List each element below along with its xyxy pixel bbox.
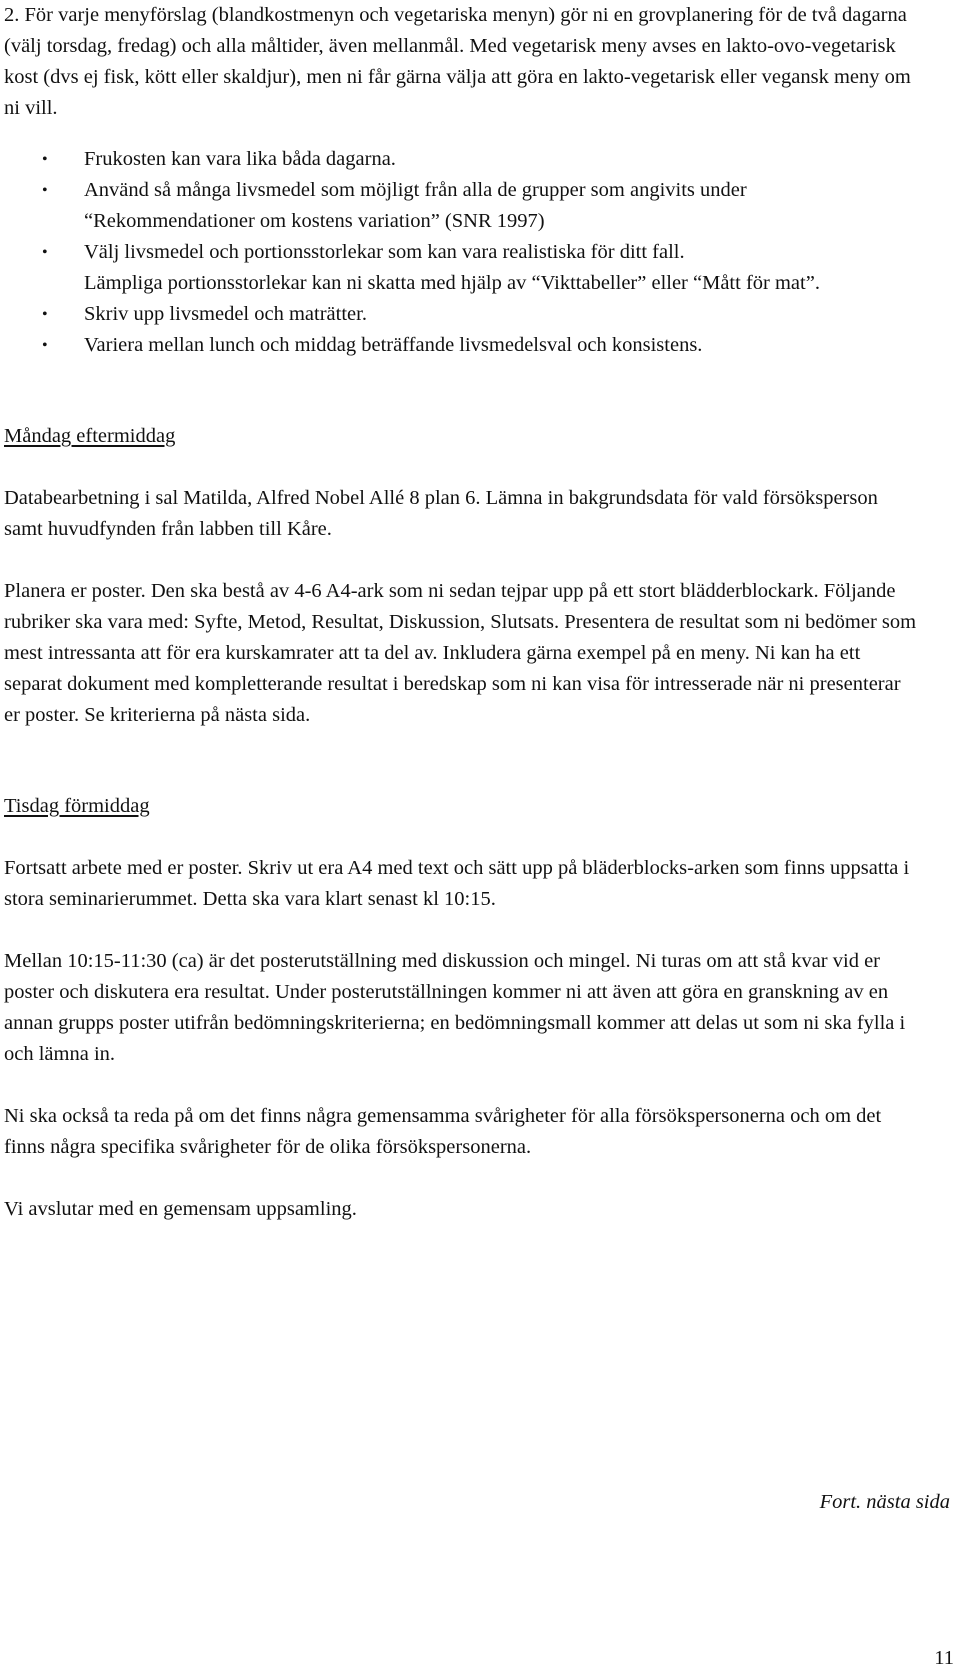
list-item: • Välj livsmedel och portionsstorlekar som kan vara realistiska för ditt fall. (84, 237, 919, 268)
page-number: 11 (934, 1647, 954, 1669)
guideline-list (4, 144, 919, 361)
monday-paragraph: Planera er poster. Den ska bestå av 4-6 A4-ark som ni sedan tejpar upp på ett stort blädderblockark. Följande rubriker ska vara med: Syfte, Metod, Resultat, Diskussion, Slutsats. Presentera de resultat som ni bedömer som mest intressanta att för era kurskamrater att ta del av. Inkludera gärna exempel på en meny. Ni kan ha ett separat dokument med kompletterande resultat i beredskap som ni kan visa för intresserade när ni presenterar er poster. Se kriterierna på nästa sida. (4, 580, 917, 726)
monday-heading: Måndag eftermiddag (4, 425, 176, 447)
list-item: • Skriv upp livsmedel och maträtter. (84, 299, 919, 330)
document-page (4, 0, 919, 1225)
list-item: • Använd så många livsmedel som möjligt från alla de grupper som angivits under “Rekommendationer om kostens variation” (SNR 1997) (84, 175, 919, 237)
continued-note: Fort. nästa sida (819, 1491, 950, 1513)
list-item: Lämpliga portionsstorlekar kan ni skatta med hjälp av “Vikttabeller” eller “Mått för mat”. (84, 272, 820, 294)
tuesday-paragraph: Vi avslutar med en gemensam uppsamling. (4, 1198, 357, 1220)
tuesday-paragraph: Ni ska också ta reda på om det finns några gemensamma svårigheter för alla försökspersonerna och om det finns några specifika svårigheter för de olika försökspersonerna. (4, 1105, 882, 1158)
tuesday-heading: Tisdag förmiddag (4, 795, 150, 817)
intro-paragraph: 2. För varje menyförslag (blandkostmenyn och vegetariska menyn) gör ni en grovplanering för de två dagarna (välj torsdag, fredag) och alla måltider, även mellanmål. Med vegetarisk meny avses en lakto-ovo-vegetarisk kost (dvs ej fisk, kött eller skaldjur), men ni får gärna välja att göra en lakto-vegetarisk eller vegansk meny om ni vill. (4, 4, 911, 119)
list-item: • Frukosten kan vara lika båda dagarna. (84, 144, 919, 175)
tuesday-paragraph: Fortsatt arbete med er poster. Skriv ut era A4 med text och sätt upp på bläderblocks-arken som finns uppsatta i stora seminarierummet. Detta ska vara klart senast kl 10:15. (4, 857, 910, 910)
tuesday-paragraph: Mellan 10:15-11:30 (ca) är det posterutställning med diskussion och mingel. Ni turas om att stå kvar vid er poster och diskutera era resultat. Under posterutställningen kommer ni att även att göra en granskning av en annan grupps poster utifrån bedömningskriterierna; en bedömningsmall kommer att delas ut som ni ska fylla i och lämna in. (4, 950, 906, 1065)
list-item: • Variera mellan lunch och middag beträffande livsmedelsval och konsistens. (84, 330, 919, 361)
monday-paragraph: Databearbetning i sal Matilda, Alfred Nobel Allé 8 plan 6. Lämna in bakgrundsdata för vald försöksperson samt huvudfynden från labben till Kåre. (4, 487, 878, 540)
